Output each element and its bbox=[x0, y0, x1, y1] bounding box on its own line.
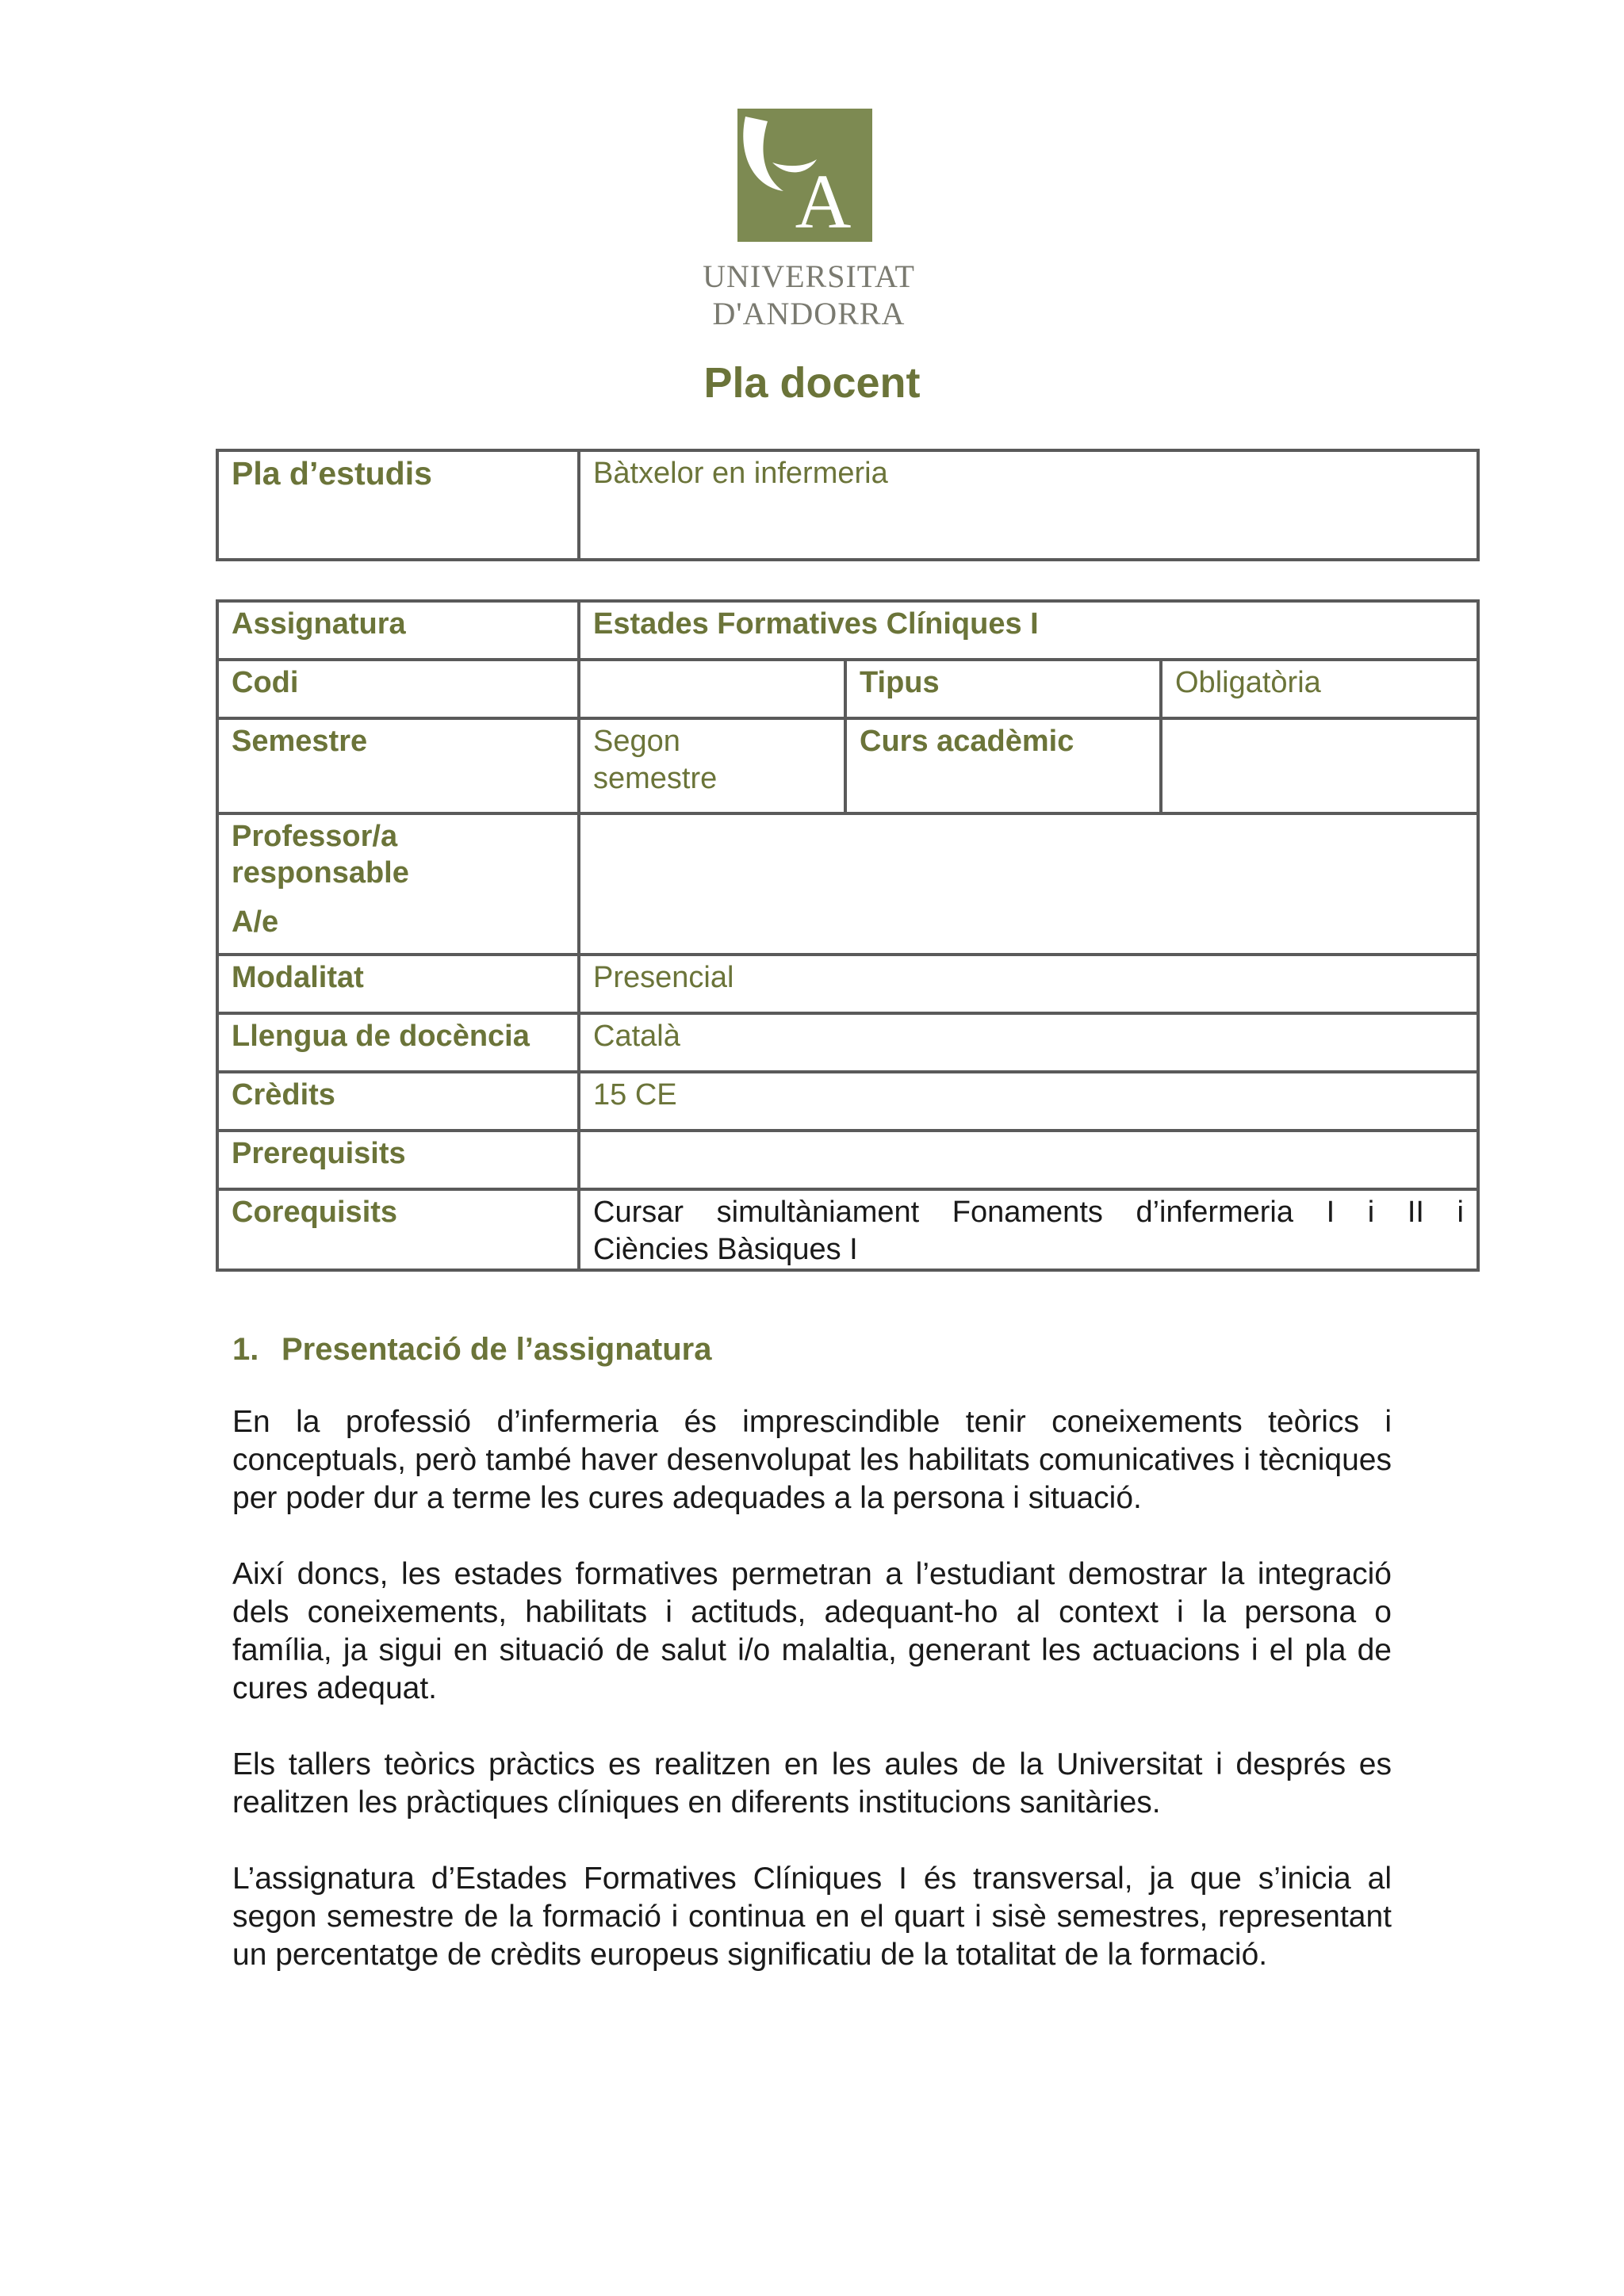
paragraph: Així doncs, les estades formatives permetran a l’estudiant demostrar la integració dels coneixements, habilitats i actituds, adequant-ho al context i la persona o família, ja sigui en situació de salut i/o malaltia, generant les actuacions i el pla de cures adequat. bbox=[232, 1557, 1392, 1705]
study-plan-value: Bàtxelor en infermeria bbox=[579, 450, 1478, 560]
codi-value bbox=[579, 660, 845, 718]
table-row bbox=[217, 1189, 1478, 1270]
semestre-value-line: Segon bbox=[593, 725, 680, 758]
curs-value bbox=[1161, 718, 1478, 813]
paragraph: En la professió d’infermeria és imprescindible tenir coneixements teòrics i conceptuals, però també haver desenvolupat les habilitats comunicatives i tècniques per poder dur a terme les cures adequades a la persona i situació. bbox=[232, 1405, 1392, 1515]
tipus-label: Tipus bbox=[845, 660, 1161, 718]
professor-label-line: Professor/a bbox=[232, 820, 398, 853]
professor-label-line: A/e bbox=[232, 905, 279, 939]
section-body bbox=[232, 1403, 1392, 2012]
tipus-value: Obligatòria bbox=[1161, 660, 1478, 718]
semestre-value bbox=[579, 718, 845, 813]
professor-label bbox=[217, 813, 579, 955]
professor-label-line: responsable bbox=[232, 856, 409, 890]
table-row bbox=[217, 718, 1478, 813]
logo-letter: A bbox=[795, 159, 852, 242]
prerequisits-value bbox=[579, 1131, 1478, 1189]
subject-info-table bbox=[216, 599, 1480, 1272]
table-row bbox=[217, 1013, 1478, 1072]
table-row bbox=[217, 660, 1478, 718]
table-row bbox=[217, 1131, 1478, 1189]
section-number: 1. bbox=[232, 1332, 259, 1367]
assignatura-label: Assignatura bbox=[217, 601, 579, 660]
semestre-label: Semestre bbox=[217, 718, 579, 813]
corequisits-line: Cursar simultàniament Fonaments d’infermeria I i II i bbox=[593, 1196, 1464, 1229]
llengua-label: Llengua de docència bbox=[217, 1013, 579, 1072]
study-plan-table bbox=[216, 449, 1480, 561]
corequisits-line: Ciències Bàsiques I bbox=[593, 1233, 858, 1266]
table-row bbox=[217, 813, 1478, 955]
corequisits-label: Corequisits bbox=[217, 1189, 579, 1270]
curs-label: Curs acadèmic bbox=[845, 718, 1161, 813]
university-name: UNIVERSITAT D'ANDORRA bbox=[703, 258, 915, 331]
prerequisits-label: Prerequisits bbox=[217, 1131, 579, 1189]
paragraph: Els tallers teòrics pràctics es realitzen en les aules de la Universitat i després es realitzen les pràctiques clíniques en diferents institucions sanitàries. bbox=[232, 1747, 1392, 1820]
credits-label: Crèdits bbox=[217, 1072, 579, 1131]
credits-value: 15 CE bbox=[579, 1072, 1478, 1131]
table-row bbox=[217, 955, 1478, 1013]
section-title: Presentació de l’assignatura bbox=[282, 1332, 712, 1367]
table-row bbox=[217, 1072, 1478, 1131]
semestre-value-line: semestre bbox=[593, 762, 718, 795]
page-title: Pla docent bbox=[703, 359, 921, 407]
modalitat-label: Modalitat bbox=[217, 955, 579, 1013]
assignatura-value: Estades Formatives Clíniques I bbox=[579, 601, 1478, 660]
section-heading bbox=[232, 1332, 711, 1368]
table-row bbox=[217, 601, 1478, 660]
study-plan-label: Pla d’estudis bbox=[217, 450, 579, 560]
university-logo bbox=[737, 109, 872, 242]
codi-label: Codi bbox=[217, 660, 579, 718]
llengua-value: Català bbox=[579, 1013, 1478, 1072]
corequisits-value bbox=[579, 1189, 1478, 1270]
professor-value bbox=[579, 813, 1478, 955]
table-row bbox=[217, 450, 1478, 560]
modalitat-value: Presencial bbox=[579, 955, 1478, 1013]
paragraph: L’assignatura d’Estades Formatives Clíniques I és transversal, ja que s’inicia al segon semestre de la formació i continua en el quart i sisè semestres, representant un percentatge de crèdits europeus significatiu de la totalitat de la formació. bbox=[232, 1862, 1392, 1972]
